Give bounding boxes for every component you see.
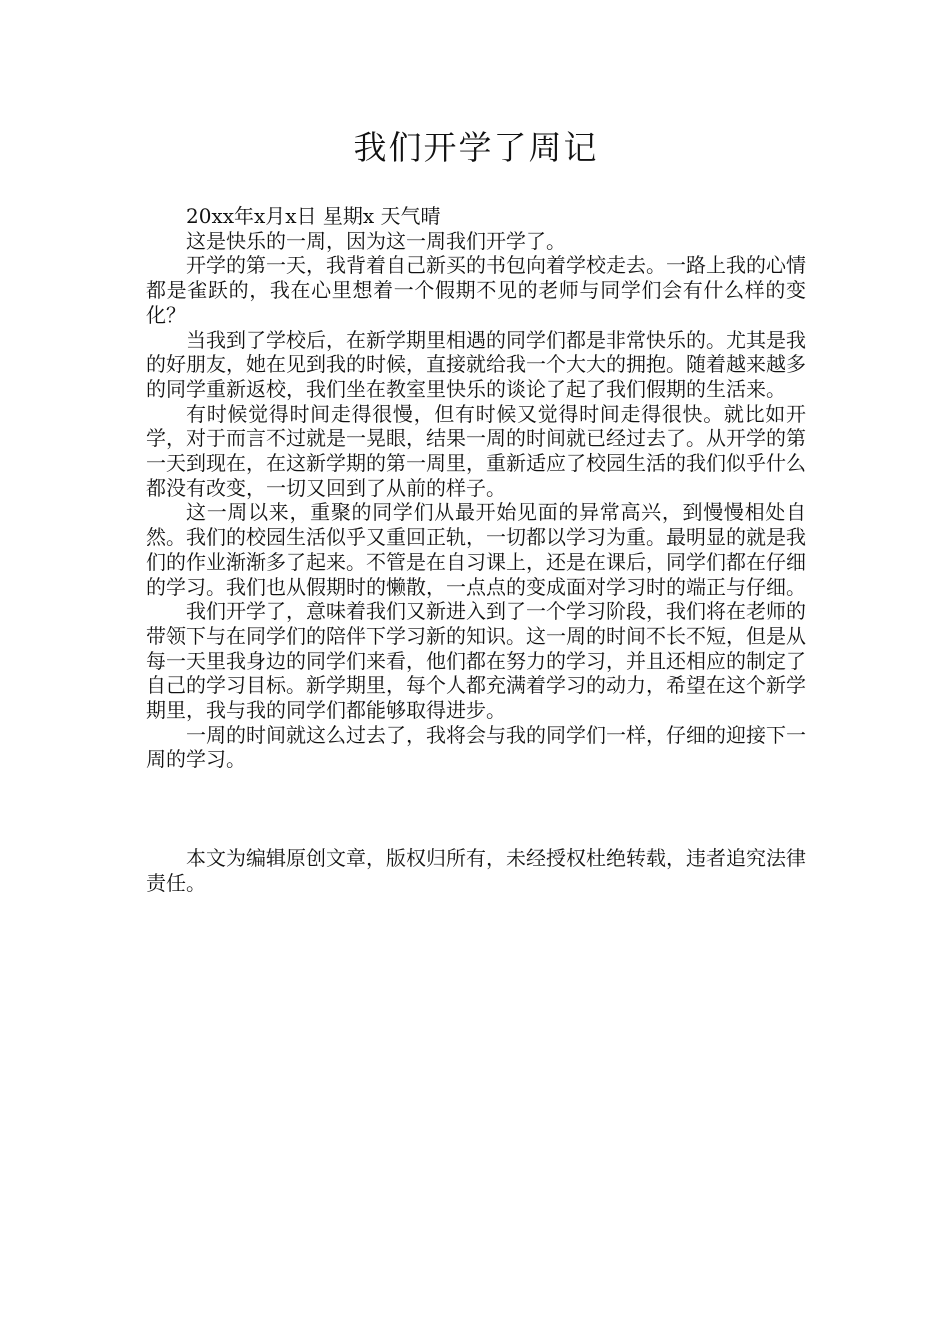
copyright-notice: 本文为编辑原创文章，版权归所有，未经授权杜绝转载，违者追究法律责任。 [146,846,806,895]
body-paragraph-4: 有时候觉得时间走得很慢，但有时候又觉得时间走得很快。就比如开学，对于而言不过就是一晃眼，结果一周的时间就已经过去了。从开学的第一天到现在，在这新学期的第一周里，重新适应了校园生活的我们似乎什么都没有改变，一切又回到了从前的样子。 [146,401,806,500]
body-paragraph-2: 开学的第一天，我背着自己新买的书包向着学校走去。一路上我的心情都是雀跃的，我在心里想着一个假期不见的老师与同学们会有什么样的变化？ [146,253,806,327]
section-spacer [146,772,806,846]
body-paragraph-6: 我们开学了，意味着我们又新进入到了一个学习阶段，我们将在老师的带领下与在同学们的陪伴下学习新的知识。这一周的时间不长不短，但是从每一天里我身边的同学们来看，他们都在努力的学习，并且还相应的制定了自己的学习目标。新学期里，每个人都充满着学习的动力，希望在这个新学期里，我与我的同学们都能够取得进步。 [146,599,806,723]
document-title: 我们开学了周记 [353,128,599,167]
date-line: 20xx年x月x日 星期x 天气晴 [186,204,441,228]
body-paragraph-7: 一周的时间就这么过去了，我将会与我的同学们一样，仔细的迎接下一周的学习。 [146,722,806,772]
body-paragraph-5: 这一周以来，重聚的同学们从最开始见面的异常高兴，到慢慢相处自然。我们的校园生活似乎又重回正轨，一切都以学习为重。最明显的就是我们的作业渐渐多了起来。不管是在自习课上，还是在课后，同学们都在仔细的学习。我们也从假期时的懒散，一点点的变成面对学习时的端正与仔细。 [146,500,806,599]
body-paragraph-3: 当我到了学校后，在新学期里相遇的同学们都是非常快乐的。尤其是我的好朋友，她在见到我的时候，直接就给我一个大大的拥抱。随着越来越多的同学重新返校，我们坐在教室里快乐的谈论了起了我们假期的生活来。 [146,327,806,401]
body-paragraph-1: 这是快乐的一周，因为这一周我们开学了。 [186,228,566,253]
document-page [146,122,806,896]
